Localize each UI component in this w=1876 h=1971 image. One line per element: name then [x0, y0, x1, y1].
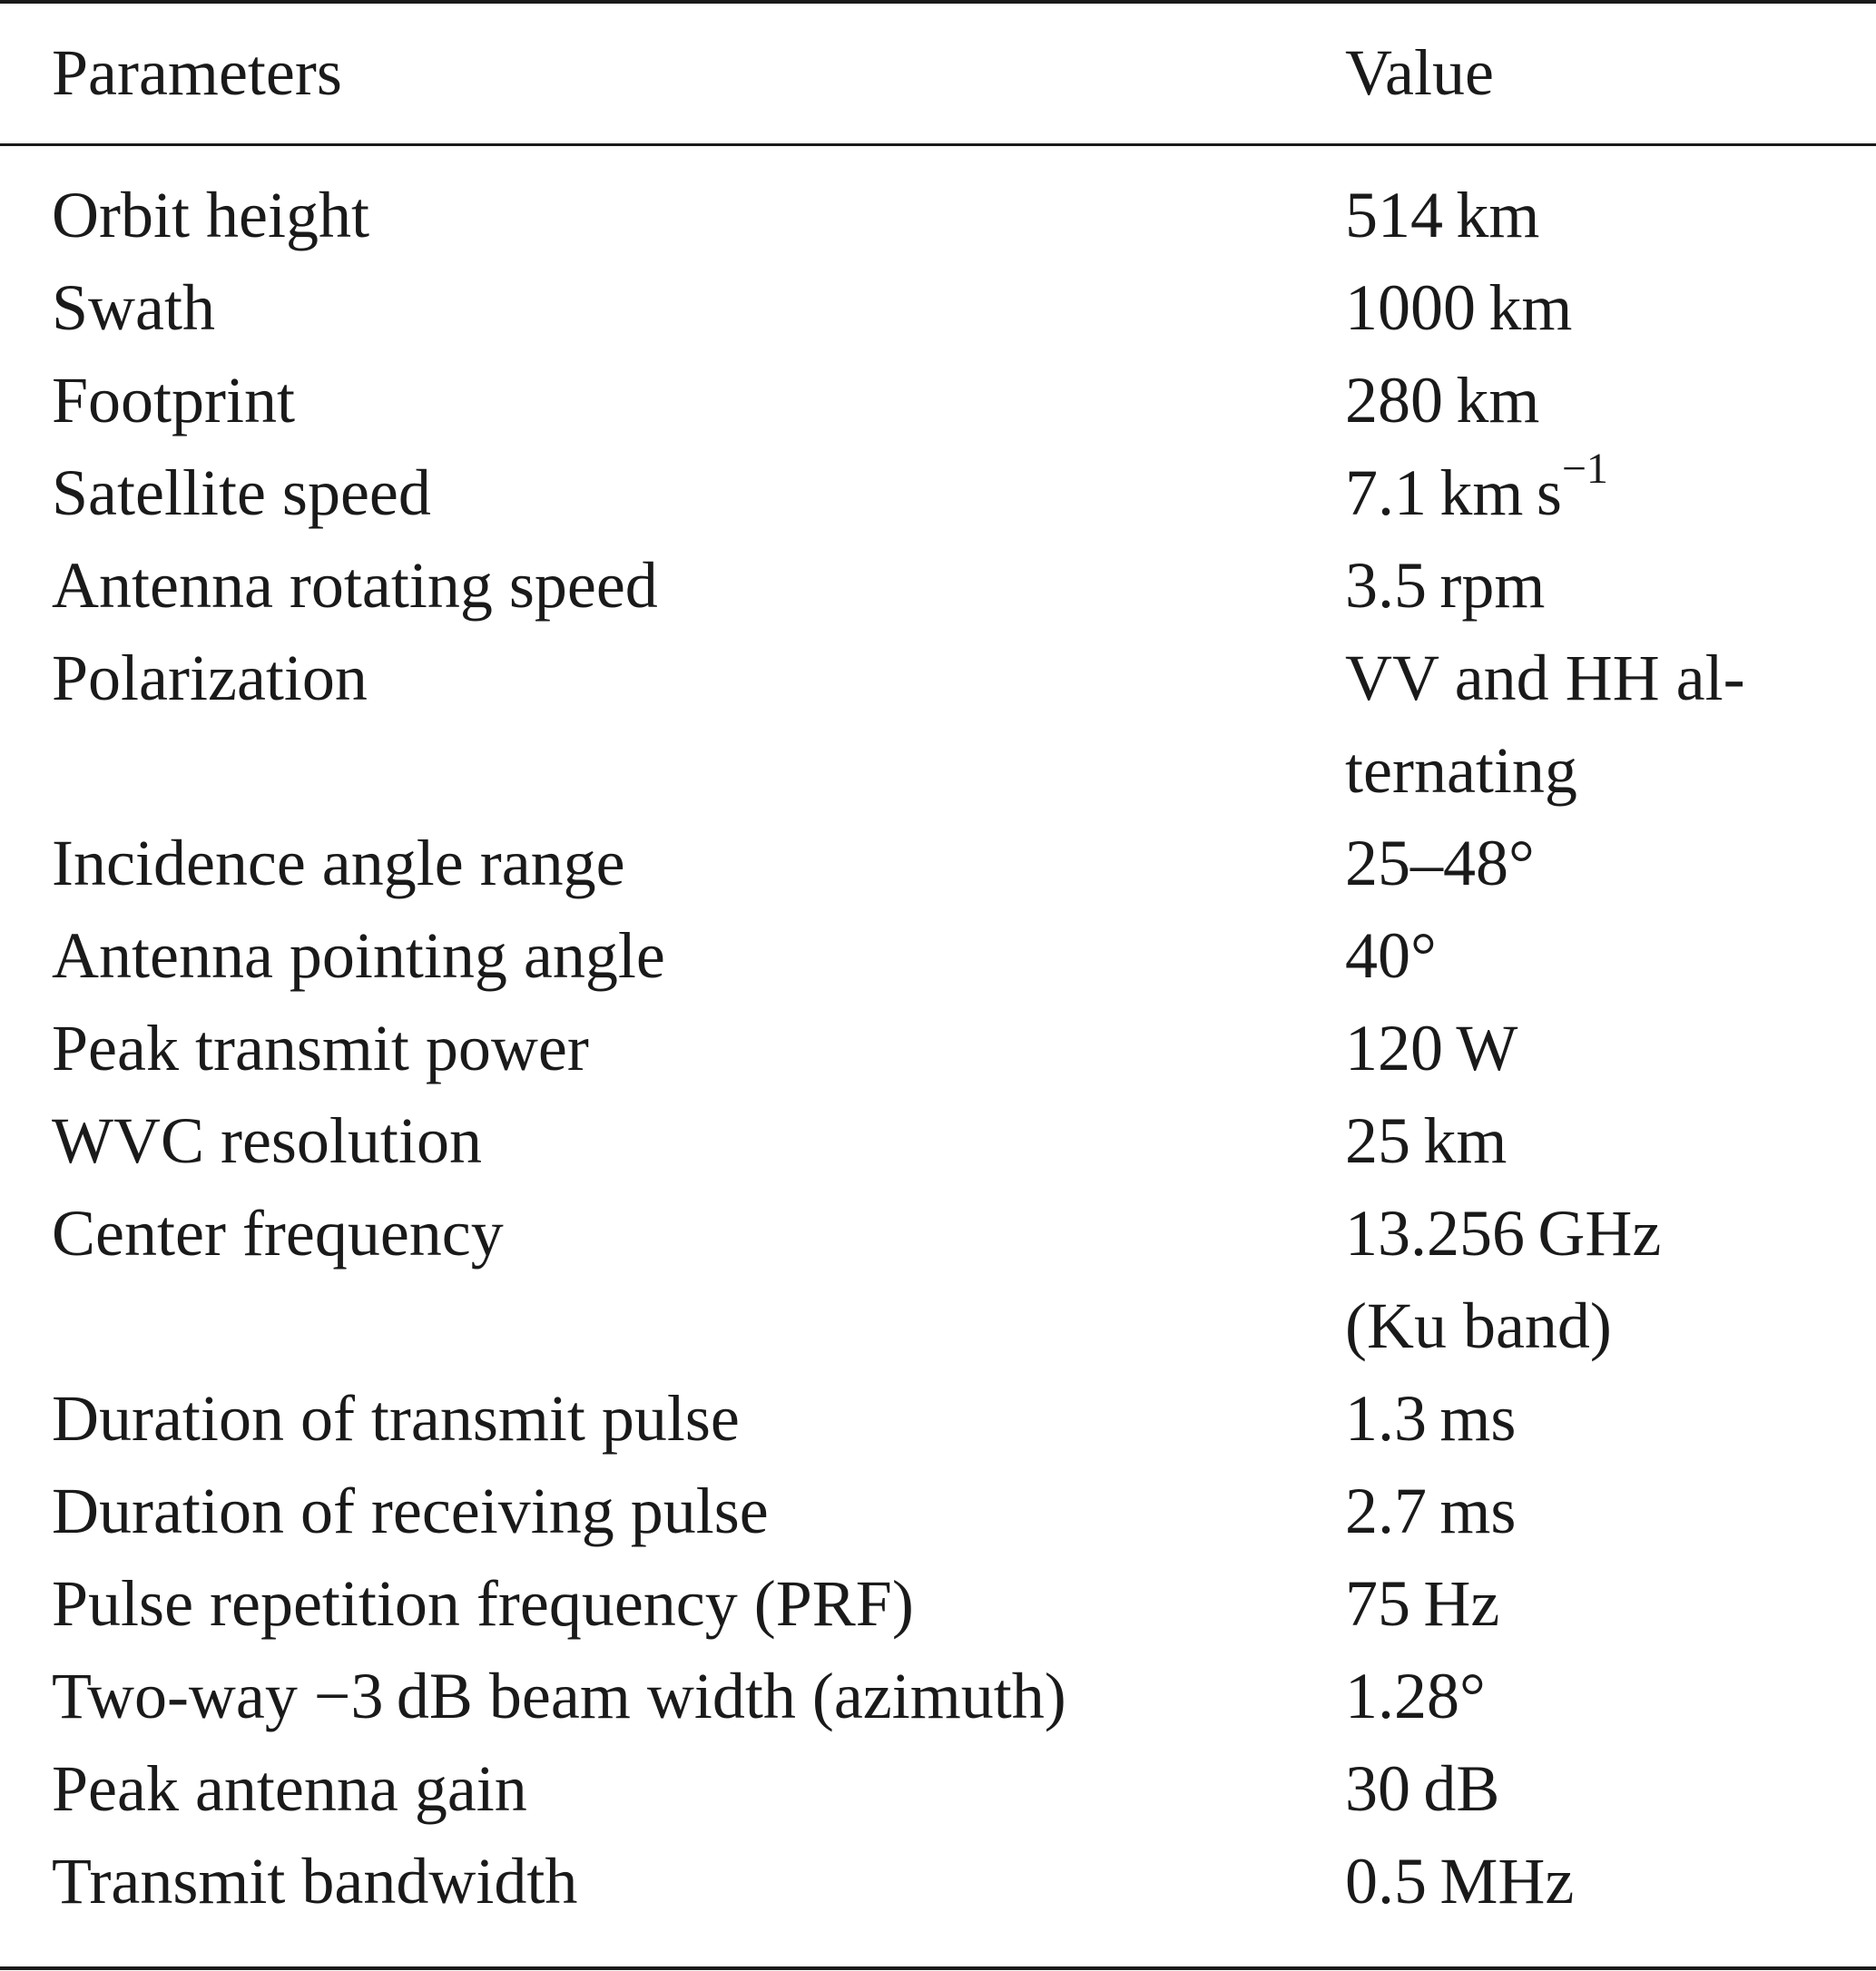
row-param: Satellite speed	[52, 456, 431, 529]
row-value-exponent: −1	[1561, 445, 1608, 493]
row-value-continued: ternating	[1345, 734, 1577, 807]
row-param: Antenna pointing angle	[52, 919, 665, 992]
row-value: 280 km	[1345, 364, 1540, 436]
row-value: 514 km	[1345, 179, 1540, 251]
row-value: 0.5 MHz	[1345, 1845, 1575, 1917]
row-value: 75 Hz	[1345, 1567, 1500, 1640]
row-value: VV and HH al-	[1345, 642, 1745, 714]
row-value: 1000 km	[1345, 271, 1573, 344]
row-param: Swath	[52, 271, 215, 344]
row-value: 2.7 ms	[1345, 1475, 1517, 1547]
row-value: 40°	[1345, 919, 1437, 992]
row-value: 25 km	[1345, 1104, 1508, 1177]
row-param: Peak antenna gain	[52, 1752, 527, 1825]
row-param: WVC resolution	[52, 1104, 482, 1177]
top-rule	[0, 0, 1876, 4]
header-parameters: Parameters	[52, 36, 342, 109]
bottom-rule	[0, 1966, 1876, 1970]
row-value-main: 7.1 km s	[1345, 456, 1562, 529]
header-value: Value	[1345, 36, 1494, 109]
row-param: Transmit bandwidth	[52, 1845, 578, 1917]
row-param: Center frequency	[52, 1197, 504, 1270]
row-value-continued: (Ku band)	[1345, 1289, 1612, 1362]
row-param: Duration of receiving pulse	[52, 1475, 769, 1547]
row-param: Footprint	[52, 364, 296, 436]
row-param: Polarization	[52, 642, 368, 714]
row-value: 25–48°	[1345, 827, 1535, 899]
row-param: Peak transmit power	[52, 1012, 589, 1084]
row-param: Incidence angle range	[52, 827, 625, 899]
row-value: 13.256 GHz	[1345, 1197, 1662, 1270]
row-param: Orbit height	[52, 179, 369, 251]
row-param: Antenna rotating speed	[52, 549, 658, 622]
row-value: 1.28°	[1345, 1660, 1486, 1732]
row-param: Duration of transmit pulse	[52, 1382, 740, 1455]
row-value: 3.5 rpm	[1345, 549, 1546, 622]
row-param: Pulse repetition frequency (PRF)	[52, 1567, 914, 1640]
row-value: 120 W	[1345, 1012, 1518, 1084]
row-value: 1.3 ms	[1345, 1382, 1517, 1455]
row-param: Two-way −3 dB beam width (azimuth)	[52, 1660, 1066, 1732]
header-rule	[0, 143, 1876, 146]
row-value	[1345, 446, 1608, 539]
row-value: 30 dB	[1345, 1752, 1500, 1825]
